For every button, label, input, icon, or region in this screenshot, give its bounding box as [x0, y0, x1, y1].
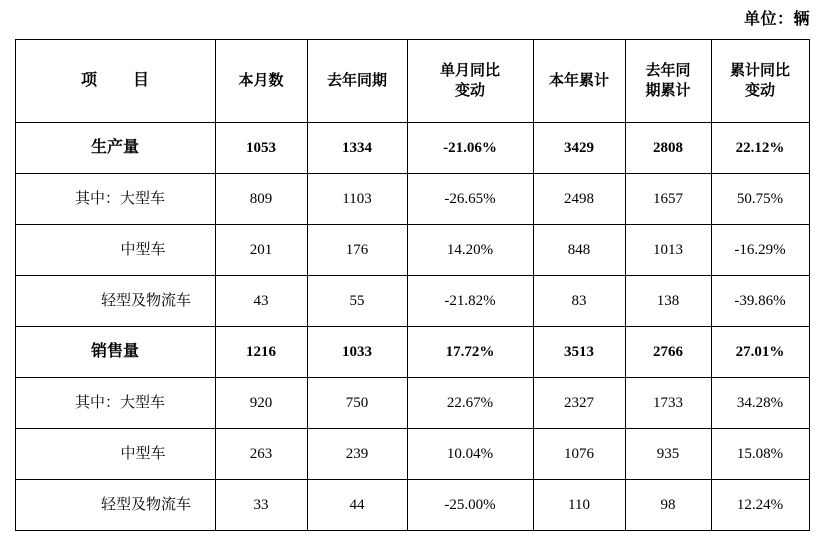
cell-last-year-ytd: 1013	[625, 225, 711, 276]
table-row	[15, 480, 809, 531]
cell-ytd-yoy: 22.12%	[711, 123, 809, 174]
cell-last-year-ytd: 1657	[625, 174, 711, 225]
cell-ytd: 848	[533, 225, 625, 276]
column-header-last-year-month: 去年同期	[307, 40, 407, 123]
table-row	[15, 378, 809, 429]
cell-last-year-month: 176	[307, 225, 407, 276]
cell-month: 809	[215, 174, 307, 225]
cell-month-yoy: 22.67%	[407, 378, 533, 429]
cell-last-year-month: 239	[307, 429, 407, 480]
cell-ytd: 83	[533, 276, 625, 327]
cell-last-year-ytd: 2766	[625, 327, 711, 378]
cell-ytd: 3513	[533, 327, 625, 378]
row-label: 其中：大型车	[15, 378, 215, 429]
column-header-month: 本月数	[215, 40, 307, 123]
cell-month: 201	[215, 225, 307, 276]
column-header-project: 项 目	[15, 40, 215, 123]
cell-last-year-month: 1033	[307, 327, 407, 378]
column-header-last-year-ytd	[625, 40, 711, 123]
cell-month-yoy: -26.65%	[407, 174, 533, 225]
table-row	[15, 174, 809, 225]
cell-month-yoy: -21.06%	[407, 123, 533, 174]
unit-note: 单位：辆	[743, 11, 810, 28]
cell-last-year-month: 750	[307, 378, 407, 429]
column-header-month-yoy-line2: 变动	[454, 83, 485, 99]
column-header-last-year-ytd-line2: 期累计	[645, 83, 691, 99]
column-header-last-year-ytd-line1: 去年同	[645, 62, 691, 79]
cell-last-year-ytd: 935	[625, 429, 711, 480]
cell-last-year-ytd: 1733	[625, 378, 711, 429]
cell-month: 1053	[215, 123, 307, 174]
cell-last-year-month: 1334	[307, 123, 407, 174]
cell-month: 43	[215, 276, 307, 327]
row-label: 中型车	[15, 429, 215, 480]
cell-month: 1216	[215, 327, 307, 378]
table-row	[15, 123, 809, 174]
row-label: 轻型及物流车	[15, 276, 215, 327]
production-sales-table	[15, 39, 810, 531]
cell-month-yoy: 10.04%	[407, 429, 533, 480]
cell-last-year-ytd: 2808	[625, 123, 711, 174]
table-row	[15, 276, 809, 327]
cell-ytd-yoy: 15.08%	[711, 429, 809, 480]
column-header-month-yoy	[407, 40, 533, 123]
table-row	[15, 225, 809, 276]
cell-last-year-month: 1103	[307, 174, 407, 225]
column-header-ytd-yoy	[711, 40, 809, 123]
cell-month-yoy: -21.82%	[407, 276, 533, 327]
cell-month: 920	[215, 378, 307, 429]
cell-ytd-yoy: 12.24%	[711, 480, 809, 531]
cell-last-year-ytd: 138	[625, 276, 711, 327]
table-header	[15, 40, 809, 123]
table-row	[15, 327, 809, 378]
cell-ytd: 1076	[533, 429, 625, 480]
row-label: 轻型及物流车	[15, 480, 215, 531]
row-label: 中型车	[15, 225, 215, 276]
cell-month: 33	[215, 480, 307, 531]
column-header-ytd-yoy-line2: 变动	[744, 83, 775, 99]
cell-ytd: 2498	[533, 174, 625, 225]
row-label: 其中：大型车	[15, 174, 215, 225]
cell-month: 263	[215, 429, 307, 480]
cell-last-year-ytd: 98	[625, 480, 711, 531]
cell-ytd-yoy: 27.01%	[711, 327, 809, 378]
table-header-row	[15, 40, 809, 123]
cell-ytd-yoy: -16.29%	[711, 225, 809, 276]
cell-month-yoy: 14.20%	[407, 225, 533, 276]
column-header-month-yoy-line1: 单月同比	[439, 62, 500, 79]
row-label: 销售量	[15, 327, 215, 378]
table-body	[15, 123, 809, 531]
cell-month-yoy: -25.00%	[407, 480, 533, 531]
cell-ytd-yoy: 50.75%	[711, 174, 809, 225]
cell-last-year-month: 44	[307, 480, 407, 531]
cell-ytd: 3429	[533, 123, 625, 174]
cell-month-yoy: 17.72%	[407, 327, 533, 378]
column-header-ytd: 本年累计	[533, 40, 625, 123]
row-label: 生产量	[15, 123, 215, 174]
cell-last-year-month: 55	[307, 276, 407, 327]
table-row	[15, 429, 809, 480]
cell-ytd: 2327	[533, 378, 625, 429]
cell-ytd-yoy: 34.28%	[711, 378, 809, 429]
cell-ytd-yoy: -39.86%	[711, 276, 809, 327]
cell-ytd: 110	[533, 480, 625, 531]
column-header-ytd-yoy-line1: 累计同比	[729, 62, 790, 79]
